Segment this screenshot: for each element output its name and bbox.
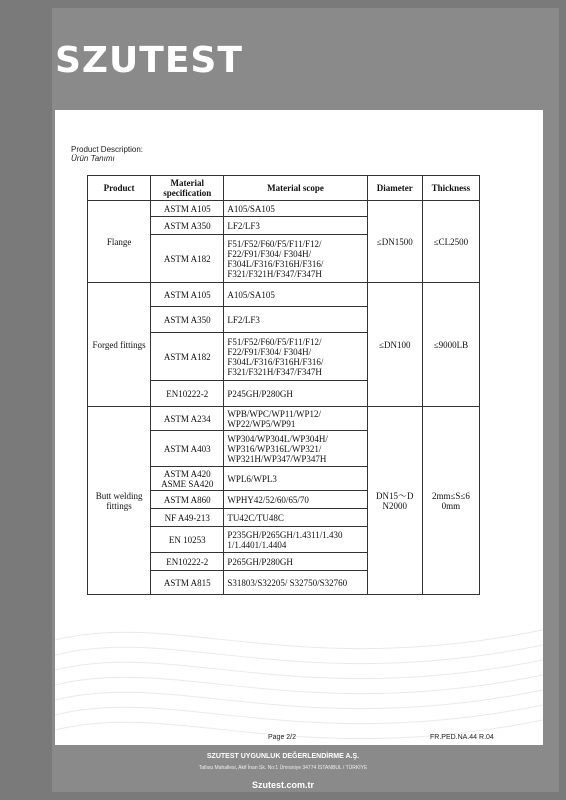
description-label: Product Description:	[71, 145, 144, 154]
spec-cell: ASTM A182	[151, 333, 224, 381]
diameter-cell: DN15～D N2000	[367, 407, 422, 595]
scope-cell: LF2/LF3	[224, 217, 367, 235]
scope-cell: A105/SA105	[224, 283, 367, 307]
scope-cell: A105/SA105	[224, 201, 367, 217]
product-cell: Forged fittings	[88, 283, 151, 407]
thickness-cell: ≤9000LB	[422, 283, 479, 407]
diameter-cell: ≤DN1500	[367, 201, 422, 283]
header-material-scope: Material scope	[224, 176, 367, 201]
company-name: SZUTEST UYGUNLUK DEĞERLENDİRME A.Ş.	[206, 753, 360, 760]
table-row	[88, 283, 480, 307]
brand-logo: SZUTEST	[55, 40, 243, 81]
scope-cell: P265GH/P280GH	[224, 553, 367, 571]
scope-cell: TU42C/TU48C	[224, 509, 367, 527]
spec-cell: ASTM A350	[151, 307, 224, 333]
spec-cell: ASTM A105	[151, 283, 224, 307]
scope-cell: S31803/S32205/ S32750/S32760	[224, 571, 367, 595]
product-cell: Butt welding fittings	[88, 407, 151, 595]
company-address: Tatlısu Mahallesi, Akif İnan Sk. No:1 Ümraniye 34774 İSTANBUL / TÜRKİYE	[198, 765, 368, 771]
description-label-tr: Ürün Tanımı	[71, 154, 115, 163]
website-link[interactable]: Szutest.com.tr	[251, 780, 314, 790]
scope-cell: WPL6/WPL3	[224, 467, 367, 491]
spec-cell: ASTM A350	[151, 217, 224, 235]
spec-cell: EN10222-2	[151, 381, 224, 407]
spec-cell: EN10222-2	[151, 553, 224, 571]
form-code: FR.PED.NA.44 R.04	[430, 734, 494, 741]
scope-cell: LF2/LF3	[224, 307, 367, 333]
thickness-cell: 2mm≤S≤6 0mm	[422, 407, 479, 595]
spec-cell: NF A49-213	[151, 509, 224, 527]
header-product: Product	[88, 176, 151, 201]
header-material-spec: Material specification	[151, 176, 224, 201]
product-cell: Flange	[88, 201, 151, 283]
spec-cell: ASTM A860	[151, 491, 224, 509]
scope-cell: P245GH/P280GH	[224, 381, 367, 407]
page-number: Page 2/2	[268, 734, 297, 741]
spec-cell: ASTM A403	[151, 431, 224, 467]
spec-cell: ASTM A815	[151, 571, 224, 595]
thickness-cell: ≤CL2500	[422, 201, 479, 283]
table-row	[88, 201, 480, 217]
header-diameter: Diameter	[367, 176, 422, 201]
scope-cell: WP304/WP304L/WP304H/ WP316/WP316L/WP321/ WP321H/WP347/WP347H	[224, 431, 367, 467]
spec-cell: ASTM A420 ASME SA420	[151, 467, 224, 491]
wave-pattern	[55, 600, 543, 745]
product-description	[71, 145, 143, 163]
spec-cell: EN 10253	[151, 527, 224, 553]
table-row	[88, 407, 480, 431]
spec-cell: ASTM A105	[151, 201, 224, 217]
scope-cell: WPHY42/52/60/65/70	[224, 491, 367, 509]
scope-cell: WPB/WPC/WP11/WP12/ WP22/WP5/WP91	[224, 407, 367, 431]
scope-cell: F51/F52/F60/F5/F11/F12/ F22/F91/F304/ F304H/ F304L/F316/F316H/F316/ F321/F321H/F347/F347H	[224, 235, 367, 283]
header-thickness: Thickness	[422, 176, 479, 201]
table-header-row	[88, 176, 480, 201]
spec-cell: ASTM A182	[151, 235, 224, 283]
scope-cell: P235GH/P265GH/1.4311/1.430 1/1.4401/1.4404	[224, 527, 367, 553]
material-table	[87, 175, 480, 595]
diameter-cell: ≤DN100	[367, 283, 422, 407]
scope-cell: F51/F52/F60/F5/F11/F12/ F22/F91/F304/ F304H/ F304L/F316/F316H/F316/ F321/F321H/F347/F347H	[224, 333, 367, 381]
spec-cell: ASTM A234	[151, 407, 224, 431]
